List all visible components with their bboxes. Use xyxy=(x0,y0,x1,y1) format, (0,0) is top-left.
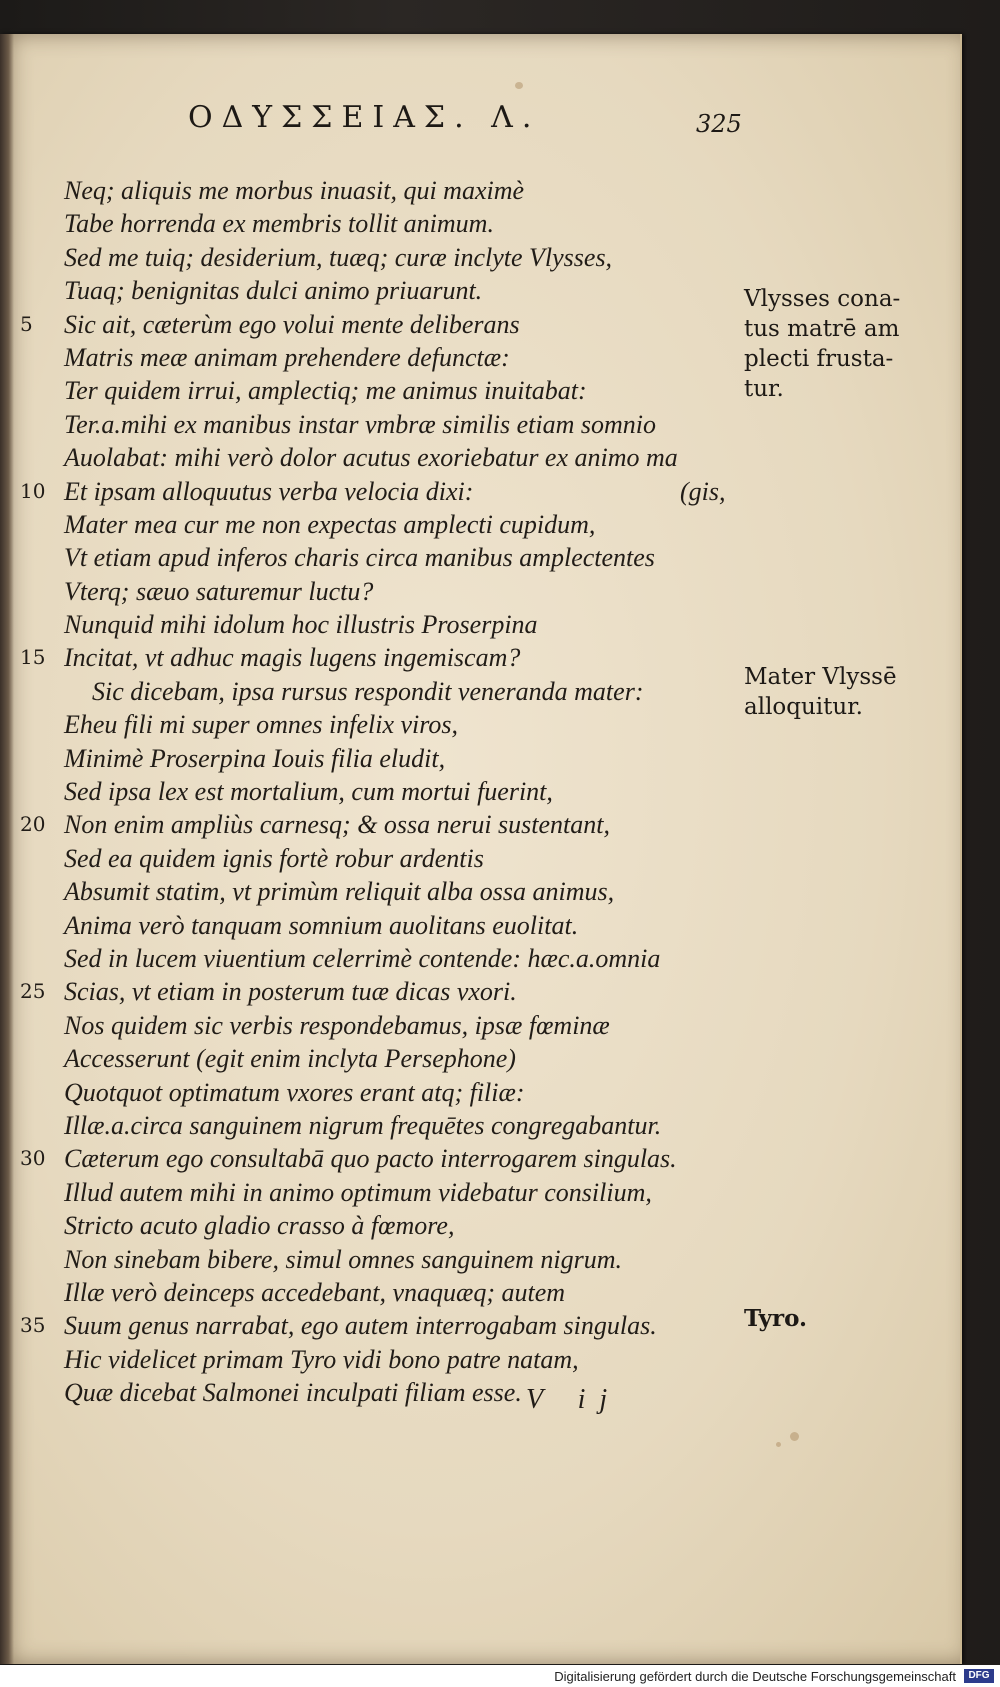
verse-line xyxy=(20,174,740,207)
verse-line xyxy=(20,508,740,541)
line-text: Ter quidem irrui, amplectiq; me animus inuitabat: xyxy=(64,376,587,406)
verse-line xyxy=(20,1009,740,1042)
line-number: 30 xyxy=(20,1146,46,1171)
verse-line xyxy=(20,808,740,841)
verse-line xyxy=(20,1209,740,1242)
paper-stain xyxy=(515,82,523,89)
line-text: Illæ verò deinceps accedebant, vnaquæq; autem xyxy=(64,1277,566,1307)
verse-line xyxy=(20,1109,740,1142)
line-text: Non enim ampliùs carnesq; & ossa nerui sustentant, xyxy=(64,810,610,840)
line-text: Illud autem mihi in animo optimum videbatur consilium, xyxy=(64,1177,652,1207)
line-text: Sic ait, cæterùm ego volui mente deliberans xyxy=(64,309,520,339)
line-text: Anima verò tanquam somnium auolitans euolitat. xyxy=(64,910,579,940)
verse-line xyxy=(20,274,740,307)
line-text: Cæterum ego consultabā quo pacto interrogarem singulas. xyxy=(64,1144,677,1174)
line-number: 5 xyxy=(20,311,33,336)
line-number: 35 xyxy=(20,1313,46,1338)
line-text: Illæ.a.circa sanguinem nigrum frequētes congregabantur. xyxy=(64,1110,662,1140)
book-page xyxy=(0,34,962,1664)
line-text: Matris meæ animam prehendere defunctæ: xyxy=(64,342,510,372)
verse-line xyxy=(20,909,740,942)
dfg-logo: DFG xyxy=(964,1669,994,1683)
marginal-line: Tyro. xyxy=(744,1305,808,1332)
line-text: Vt etiam apud inferos charis circa manibus amplectentes xyxy=(64,543,655,573)
verse-line xyxy=(20,1042,740,1075)
verse-line xyxy=(20,1243,740,1276)
verse-line xyxy=(20,1176,740,1209)
line-text: Non sinebam bibere, simul omnes sanguinem nigrum. xyxy=(64,1244,623,1274)
verse-line xyxy=(20,1276,740,1309)
verse-line xyxy=(20,942,740,975)
line-text: Stricto acuto gladio crasso à fœmore, xyxy=(64,1211,455,1241)
line-text: Ter.a.mihi ex manibus instar vmbræ similis etiam somnio xyxy=(64,409,657,439)
marginal-note-mater xyxy=(744,662,904,722)
line-text: Sed ea quidem ignis fortè robur ardentis xyxy=(64,843,484,873)
verse-line xyxy=(20,441,740,474)
line-text: Sed me tuiq; desiderium, tuæq; curæ inclyte Vlysses, xyxy=(64,242,613,272)
verse-line xyxy=(20,374,740,407)
marginal-line: Mater Vlyssē xyxy=(744,664,897,690)
line-text: Quotquot optimatum vxores erant atq; filiæ: xyxy=(64,1077,525,1107)
funding-credit: Digitalisierung gefördert durch die Deutsche Forschungsgemeinschaft xyxy=(554,1669,956,1684)
signature-mark: V ij xyxy=(526,1384,622,1415)
line-text: Hic videlicet primam Tyro vidi bono patre natam, xyxy=(64,1344,579,1374)
verse-line xyxy=(20,241,740,274)
line-text: Suum genus narrabat, ego autem interrogabam singulas. xyxy=(64,1311,657,1341)
verse-line xyxy=(20,1076,740,1109)
running-title: ΟΔΥΣΣΕΙΑΣ. Λ. xyxy=(188,100,541,135)
line-text: Vterq; sæuo saturemur luctu? xyxy=(64,576,374,606)
line-text: Quæ dicebat Salmonei inculpati filiam esse. xyxy=(64,1378,522,1408)
line-text: Scias, vt etiam in posterum tuæ dicas vxori. xyxy=(64,977,517,1007)
marginal-line: Vlysses cona- xyxy=(744,286,901,312)
line-text: Mater mea cur me non expectas amplecti cupidum, xyxy=(64,509,596,539)
verse-line xyxy=(20,575,740,608)
line-number: 10 xyxy=(20,478,46,503)
verse-line xyxy=(20,475,740,508)
verse-line xyxy=(20,408,740,441)
marginal-line: tur. xyxy=(744,376,784,402)
verse-line xyxy=(20,1376,740,1409)
line-text: Accesserunt (egit enim inclyta Persephone) xyxy=(64,1044,516,1074)
marginal-note-tyro xyxy=(744,1304,904,1334)
marginal-note-ulysses xyxy=(744,284,904,404)
line-number: 20 xyxy=(20,812,46,837)
marginal-line: alloquitur. xyxy=(744,694,863,720)
line-text: Absumit statim, vt primùm reliquit alba ossa animus, xyxy=(64,877,615,907)
verse-line xyxy=(20,541,740,574)
verse-line xyxy=(20,1343,740,1376)
verse-line xyxy=(20,708,740,741)
verse-line xyxy=(20,1142,740,1175)
line-text: Sed ipsa lex est mortalium, cum mortui fuerint, xyxy=(64,777,553,807)
verse-line xyxy=(20,207,740,240)
verse-text-block xyxy=(20,174,740,1409)
line-text: Minimè Proserpina Iouis filia eludit, xyxy=(64,743,446,773)
line-text: Incitat, vt adhuc magis lugens ingemiscam? xyxy=(64,643,521,673)
verse-line xyxy=(20,608,740,641)
verse-line xyxy=(20,675,740,708)
verse-line xyxy=(20,775,740,808)
verse-line xyxy=(20,641,740,674)
verse-line xyxy=(20,1309,740,1342)
line-text: Sic dicebam, ipsa rursus respondit veneranda mater: xyxy=(92,676,644,706)
line-text: Nunquid mihi idolum hoc illustris Proserpina xyxy=(64,610,538,640)
verse-line xyxy=(20,975,740,1008)
paper-stain xyxy=(790,1432,799,1441)
line-carryover: (gis, xyxy=(680,476,726,506)
line-number: 15 xyxy=(20,645,46,670)
marginal-line: plecti frusta- xyxy=(744,346,894,372)
verse-line xyxy=(20,875,740,908)
page-spine-shadow xyxy=(0,34,14,1664)
page-number: 325 xyxy=(696,110,742,138)
line-text: Et ipsam alloquutus verba velocia dixi: xyxy=(64,476,474,506)
line-text: Eheu fili mi super omnes infelix viros, xyxy=(64,710,459,740)
paper-stain xyxy=(776,1442,781,1447)
verse-line xyxy=(20,308,740,341)
running-header xyxy=(0,100,960,140)
line-text: Sed in lucem viuentium celerrimè contende: hæc.a.omnia xyxy=(64,943,661,973)
verse-line xyxy=(20,341,740,374)
verse-line xyxy=(20,742,740,775)
marginal-line: tus matrē am xyxy=(744,316,900,342)
line-text: Tabe horrenda ex membris tollit animum. xyxy=(64,209,494,239)
digitization-footer xyxy=(0,1665,1000,1687)
line-text: Nos quidem sic verbis respondebamus, ipsæ fœminæ xyxy=(64,1010,610,1040)
line-text: Tuaq; benignitas dulci animo priuarunt. xyxy=(64,276,483,306)
line-text: Neq; aliquis me morbus inuasit, qui maximè xyxy=(64,176,525,205)
line-number: 25 xyxy=(20,979,46,1004)
line-text: Auolabat: mihi verò dolor acutus exoriebatur ex animo ma xyxy=(64,443,678,473)
verse-line xyxy=(20,842,740,875)
